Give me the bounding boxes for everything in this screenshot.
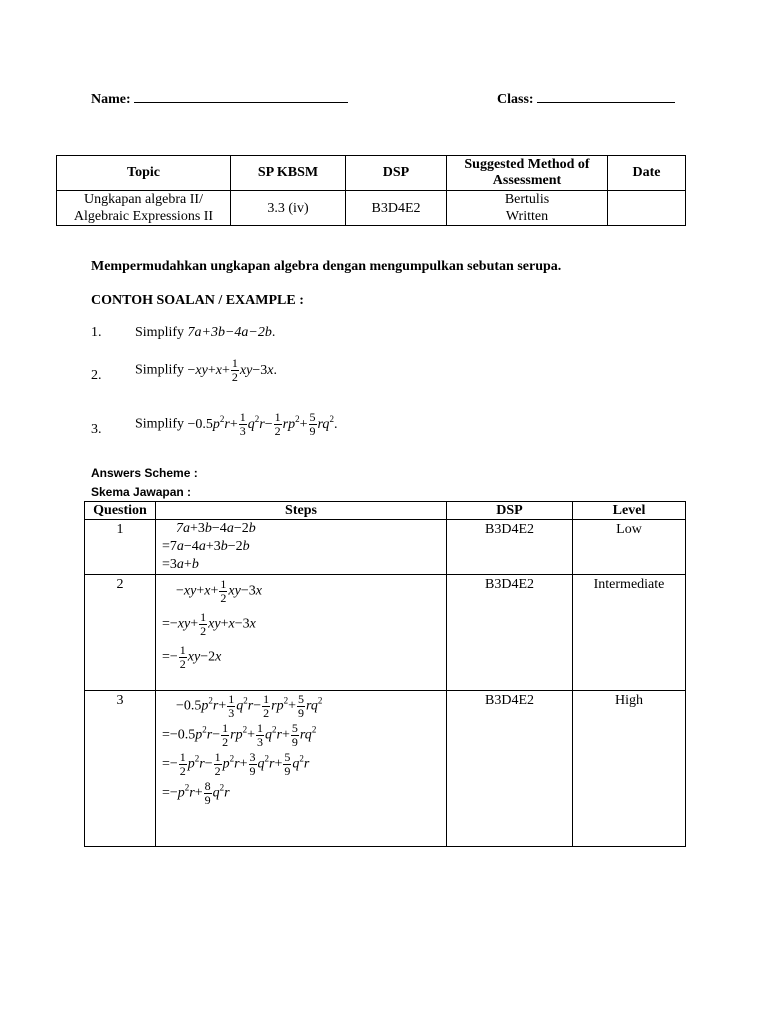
table-row xyxy=(85,520,686,575)
step-line: =−xy+ $\frac{1}{2}$ xy+x−3x xyxy=(162,610,256,638)
question-1 xyxy=(91,325,102,341)
question-2 xyxy=(91,368,102,384)
question-3-word: Simplify xyxy=(135,416,185,432)
col-level: Level xyxy=(573,502,686,520)
dsp-value: B3D4E2 xyxy=(447,575,573,691)
question-2-expression: −xy+x+ $\frac{1}{2}$ xy−3x. xyxy=(187,356,277,384)
steps-cell xyxy=(156,520,447,575)
question-1-body: Simplify 7a+3b−4a−2b. xyxy=(135,325,276,340)
dsp-value: B3D4E2 xyxy=(447,691,573,847)
table-row xyxy=(85,691,686,847)
class-blank[interactable] xyxy=(537,90,675,103)
step-line: =7a−4a+3b−2b xyxy=(162,539,250,554)
info-table xyxy=(56,155,686,226)
topic-cell xyxy=(57,191,231,226)
col-method: Suggested Method of Assessment xyxy=(447,156,608,191)
step-line: −xy+x+ $\frac{1}{2}$ xy−3x xyxy=(176,577,262,605)
topic-line-2: Algebraic Expressions II xyxy=(73,209,214,224)
class-label: Class: xyxy=(497,92,534,107)
topic-line-1: Ungkapan algebra II/ xyxy=(84,192,203,207)
level-value: Low xyxy=(573,520,686,575)
col-answer-dsp: DSP xyxy=(447,502,573,520)
question-3-body xyxy=(135,411,337,438)
dsp-value: B3D4E2 xyxy=(447,520,573,575)
question-3 xyxy=(91,422,102,438)
col-date: Date xyxy=(608,156,686,191)
question-3-expression: $-0.5p^2r+$ $\frac{1}{3}$ $q^2r-$ $\frac{1}{2}$ $rp^2+$ $\frac{5}{9}$ $rq^2$. xyxy=(187,410,338,438)
sp-kbsm-cell: 3.3 (iv) xyxy=(231,191,346,226)
answers-heading-malay: Skema Jawapan : xyxy=(91,485,192,499)
step-line: $=-p^2r+$ $\frac{8}{9}$ $q^2r$ xyxy=(162,779,230,807)
class-field xyxy=(497,90,675,108)
col-steps: Steps xyxy=(156,502,447,520)
date-cell[interactable] xyxy=(608,191,686,226)
col-topic: Topic xyxy=(57,156,231,191)
steps-cell xyxy=(156,691,447,847)
question-2-body xyxy=(135,357,277,384)
answer-table xyxy=(84,501,686,847)
question-3-number: 3. xyxy=(91,422,102,437)
steps-cell xyxy=(156,575,447,691)
name-label: Name: xyxy=(91,92,131,107)
example-heading: CONTOH SOALAN / EXAMPLE : xyxy=(91,293,304,308)
method-line-1: Bertulis xyxy=(504,192,550,207)
question-1-expression: 7a+3b−4a−2b xyxy=(187,325,272,340)
col-question: Question xyxy=(85,502,156,520)
name-field xyxy=(91,90,348,108)
answers-heading: Answers Scheme : xyxy=(91,466,198,480)
level-value: Intermediate xyxy=(573,575,686,691)
step-line: =− $\frac{1}{2}$ $p^2r-$ $\frac{1}{2}$ $p^2r+$ $\frac{3}{9}$ $q^2r+$ $\frac{5}{9}$ $q^2r$ xyxy=(162,750,310,778)
col-dsp: DSP xyxy=(346,156,447,191)
step-line: $-0.5p^2r+$ $\frac{1}{3}$ $q^2r-$ $\frac{1}{2}$ $rp^2+$ $\frac{5}{9}$ $rq^2$ xyxy=(176,692,323,720)
step-line: =3a+b xyxy=(162,557,199,572)
question-number: 3 xyxy=(85,691,156,847)
question-1-number: 1. xyxy=(91,325,102,340)
col-sp-kbsm: SP KBSM xyxy=(231,156,346,191)
method-cell xyxy=(447,191,608,226)
method-line-2: Written xyxy=(505,209,549,224)
step-line: $=-0.5p^2r-$ $\frac{1}{2}$ $rp^2+$ $\frac{1}{3}$ $q^2r+$ $\frac{5}{9}$ $rq^2$ xyxy=(162,721,317,749)
table-row xyxy=(85,575,686,691)
question-2-word: Simplify xyxy=(135,362,185,378)
question-2-number: 2. xyxy=(91,368,102,383)
name-blank[interactable] xyxy=(134,90,348,103)
step-line: 7a+3b−4a−2b xyxy=(176,521,256,536)
level-value: High xyxy=(573,691,686,847)
dsp-cell: B3D4E2 xyxy=(346,191,447,226)
step-line: =− $\frac{1}{2}$ xy−2x xyxy=(162,643,222,671)
question-number: 1 xyxy=(85,520,156,575)
question-1-word: Simplify xyxy=(135,325,185,340)
question-number: 2 xyxy=(85,575,156,691)
objective-text: Mempermudahkan ungkapan algebra dengan mengumpulkan sebutan serupa. xyxy=(91,259,562,274)
